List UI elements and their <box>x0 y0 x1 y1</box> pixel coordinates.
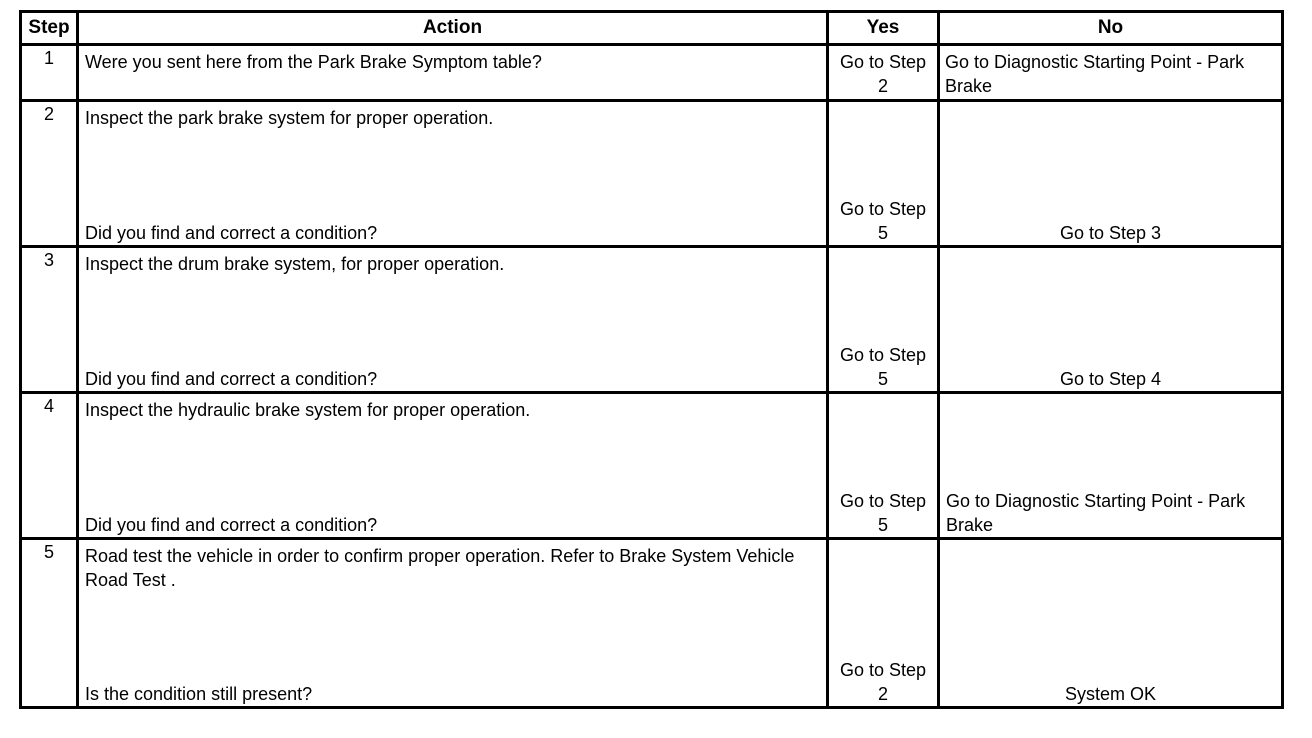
step-number: 3 <box>21 247 78 393</box>
no-text: System OK <box>1064 684 1157 704</box>
no-text: Go to Step 3 <box>1059 223 1162 243</box>
table-row <box>21 45 1283 101</box>
yes-text: Go to Step 5 <box>839 491 927 535</box>
action-cell <box>78 101 828 247</box>
table-row <box>21 247 1283 393</box>
yes-cell <box>828 393 939 539</box>
diagnostic-table <box>19 10 1284 709</box>
action-text: Were you sent here from the Park Brake Symptom table? <box>85 52 542 72</box>
yes-text: Go to Step 5 <box>839 199 927 243</box>
yes-text: Go to Step 2 <box>839 52 927 96</box>
yes-cell <box>828 539 939 708</box>
no-text: Go to Diagnostic Starting Point - Park Brake <box>945 52 1245 96</box>
yes-cell <box>828 247 939 393</box>
action-question: Did you find and correct a condition? <box>85 515 378 535</box>
step-number: 2 <box>21 101 78 247</box>
action-text: Road test the vehicle in order to confirm proper operation. Refer to Brake System Vehicle Road Test . <box>85 546 795 590</box>
action-question: Is the condition still present? <box>85 684 313 704</box>
no-text: Go to Diagnostic Starting Point - Park Brake <box>946 491 1246 535</box>
no-cell <box>939 101 1283 247</box>
header-action: Action <box>78 12 828 45</box>
table-row <box>21 393 1283 539</box>
step-number: 5 <box>21 539 78 708</box>
action-cell <box>78 393 828 539</box>
yes-text: Go to Step 5 <box>839 345 927 389</box>
yes-cell <box>828 101 939 247</box>
no-cell <box>939 539 1283 708</box>
header-yes: Yes <box>828 12 939 45</box>
table-row <box>21 539 1283 708</box>
step-number: 1 <box>21 45 78 101</box>
no-cell <box>939 247 1283 393</box>
header-row <box>21 12 1283 45</box>
action-text: Inspect the hydraulic brake system for proper operation. <box>85 400 531 420</box>
action-question: Did you find and correct a condition? <box>85 223 378 243</box>
yes-text: Go to Step 2 <box>839 660 927 704</box>
no-cell <box>939 45 1283 101</box>
table-row <box>21 101 1283 247</box>
header-step: Step <box>21 12 78 45</box>
yes-cell <box>828 45 939 101</box>
no-text: Go to Step 4 <box>1059 369 1162 389</box>
action-cell <box>78 247 828 393</box>
action-question: Did you find and correct a condition? <box>85 369 378 389</box>
action-text: Inspect the park brake system for proper operation. <box>85 108 494 128</box>
header-no: No <box>939 12 1283 45</box>
action-cell <box>78 539 828 708</box>
no-cell <box>939 393 1283 539</box>
step-number: 4 <box>21 393 78 539</box>
action-text: Inspect the drum brake system, for proper operation. <box>85 254 505 274</box>
action-cell <box>78 45 828 101</box>
